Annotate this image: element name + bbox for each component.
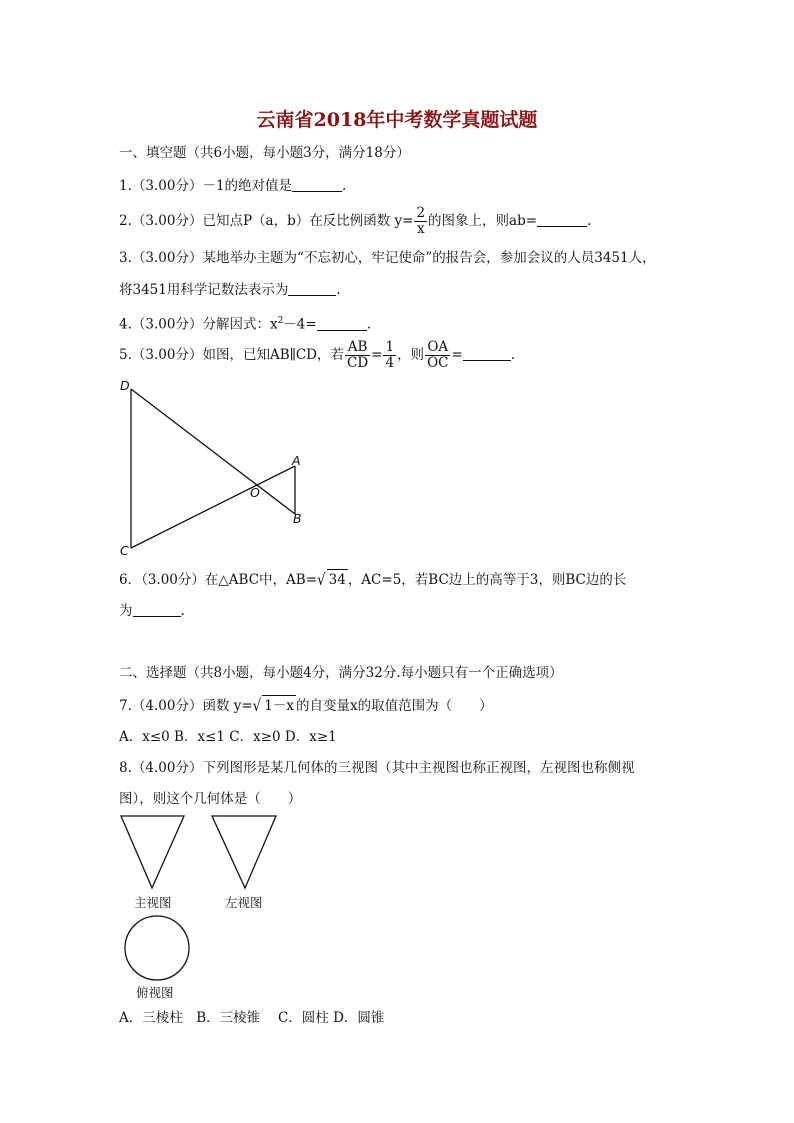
radicand: 1－x bbox=[262, 695, 296, 716]
question-4-end: . bbox=[366, 316, 371, 333]
question-6-end: . bbox=[180, 603, 185, 619]
question-5-end: . bbox=[510, 347, 516, 363]
point-label-d: D bbox=[120, 378, 130, 393]
top-view-circle bbox=[125, 916, 189, 980]
page-title: 云南省2018年中考数学真题试题 bbox=[256, 109, 538, 131]
question-6-text: 6．（3.00分）在△ABC中，AB= bbox=[119, 572, 318, 588]
question-3-line-1: 3.（3.00分）某地举办主题为“不忘初心，牢记使命”的报告会，参加会议的人员3451人， bbox=[119, 250, 656, 266]
fraction-denominator: x bbox=[416, 221, 425, 237]
fraction-numerator: OA bbox=[425, 340, 450, 356]
left-view-triangle bbox=[212, 816, 276, 888]
question-4-text-after: －4= bbox=[283, 316, 317, 333]
fraction-denominator: 4 bbox=[385, 355, 395, 371]
exponent: 2 bbox=[277, 316, 284, 326]
question-2-text-after: 的图象上，则ab= bbox=[428, 213, 538, 229]
fraction-numerator: 1 bbox=[385, 339, 395, 355]
question-5-text-mid: ，则 bbox=[397, 347, 425, 363]
question-7-options[interactable]: A．x≤0 B．x≤1 C．x≥0 D．x≥1 bbox=[119, 729, 337, 745]
question-1-text: 1.（3.00分）－1的绝对值是 bbox=[119, 178, 293, 194]
top-view-label: 俯视图 bbox=[136, 985, 174, 1000]
section-heading-fill-in: 一、填空题（共6小题，每小题3分，满分18分） bbox=[119, 145, 410, 161]
point-label-c: C bbox=[120, 543, 129, 558]
question-3-text: 将3451用科学记数法表示为 bbox=[119, 282, 289, 298]
question-6-text-2: 为 bbox=[119, 603, 133, 619]
question-4-text: 4.（3.00分）分解因式：x bbox=[119, 316, 278, 333]
front-view-label: 主视图 bbox=[134, 895, 172, 910]
point-label-a: A bbox=[292, 453, 301, 468]
point-label-b: B bbox=[293, 511, 302, 526]
question-2-text: 2.（3.00分）已知点P（a，b）在反比例函数 y= bbox=[119, 213, 414, 229]
fraction-denominator: OC bbox=[427, 355, 449, 371]
front-view-triangle bbox=[121, 816, 184, 888]
equals-sign: = bbox=[451, 347, 463, 363]
question-8-line-2: 图），则这个几何体是（ ） bbox=[119, 791, 302, 807]
left-view-label: 左视图 bbox=[225, 895, 263, 910]
question-3-end: . bbox=[336, 282, 341, 298]
fraction-numerator: 2 bbox=[416, 205, 426, 221]
question-6-text-after: ，AC=5，若BC边上的高等于3，则BC边的长 bbox=[347, 572, 627, 588]
fraction-numerator: AB bbox=[345, 340, 370, 356]
sqrt-sign: √ bbox=[317, 570, 326, 590]
question-7-text: 7.（4.00分）函数 y= bbox=[119, 698, 253, 714]
fraction-denominator: CD bbox=[347, 355, 369, 371]
question-5-text: 5.（3.00分）如图，已知AB∥CD，若 bbox=[119, 347, 344, 363]
question-2-end: . bbox=[587, 213, 592, 229]
sqrt-sign: √ bbox=[252, 696, 262, 716]
section-heading-choice: 二、选择题（共8小题，每小题4分，满分32分.每小题只有一个正确选项） bbox=[119, 665, 563, 681]
question-8-options[interactable]: A．三棱柱 B．三棱锥 C．圆柱 D．圆锥 bbox=[119, 1010, 385, 1026]
equals-sign: = bbox=[371, 347, 383, 363]
question-1-end: . bbox=[342, 178, 347, 194]
question-8-line-1: 8.（4.00分）下列图形是某几何体的三视图（其中主视图也称正视图，左视图也称侧视 bbox=[119, 760, 635, 776]
point-label-o: O bbox=[250, 485, 260, 500]
question-7-text-after: 的自变量x的取值范围为（ ） bbox=[295, 698, 493, 714]
radicand: 34 bbox=[327, 569, 348, 590]
